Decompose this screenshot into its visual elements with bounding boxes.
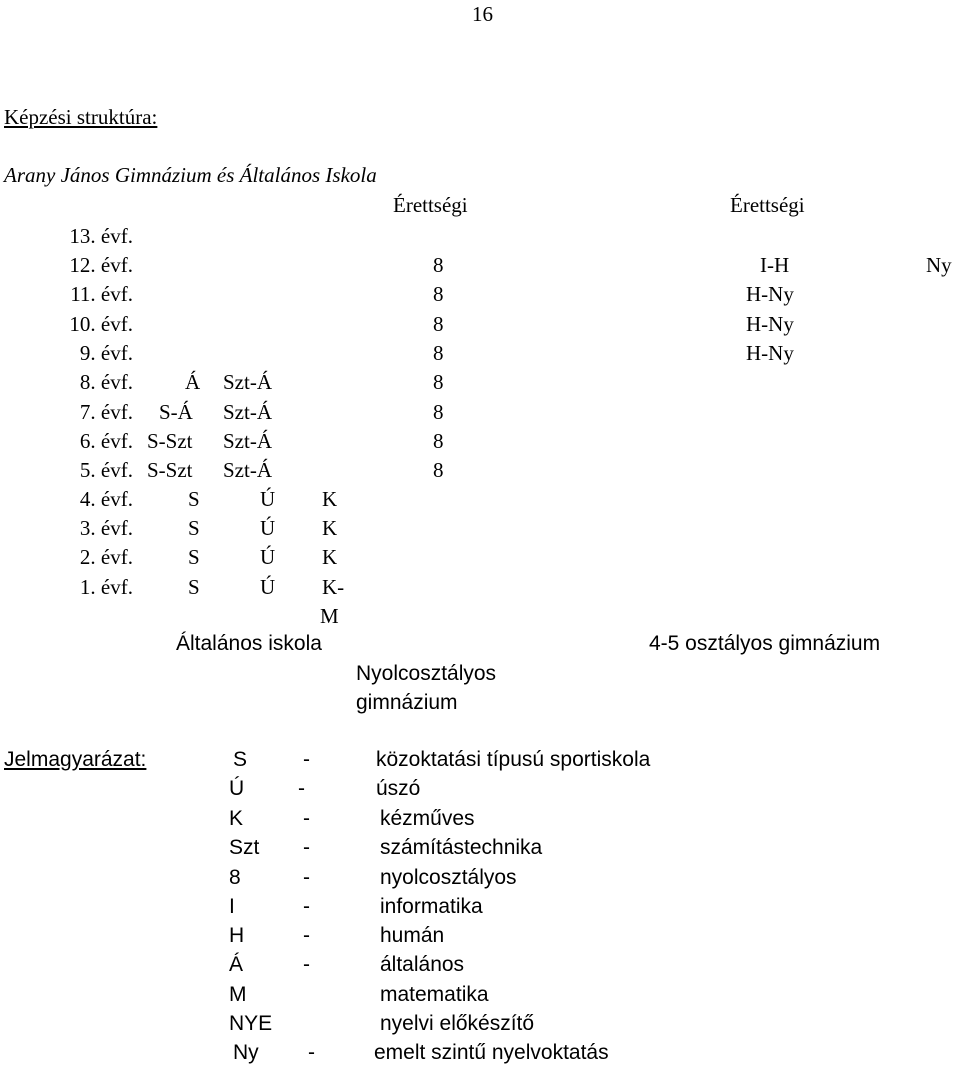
cell-altalanos: Á [185,370,201,394]
cell-nyolcosztalyos: 8 [433,370,444,394]
cell-sport-szamitastechnika: S-Szt [147,429,193,453]
legend-title: Jelmagyarázat: [4,748,147,771]
cell-sport: S [188,487,200,511]
cell-nyelv: Ny [926,253,952,277]
cell-nyolcosztalyos: 8 [433,282,444,306]
legend-dash: - [303,748,310,771]
legend-key: H [229,924,245,947]
page-number: 16 [472,2,493,26]
legend-desc: informatika [380,895,483,918]
legend-dash: - [303,866,310,889]
legend-key: Szt [229,836,260,859]
grade-label: 10. évf. [69,312,133,336]
grade-label: 6. évf. [79,429,133,453]
legend-desc: nyolcosztályos [380,866,517,889]
cell-nyolcosztalyos: 8 [433,312,444,336]
cell-uszo: Ú [260,516,276,540]
label-4-5-osztalyos-gimnazium: 4-5 osztályos gimnázium [649,632,881,655]
legend-desc: általános [380,953,465,976]
legend-key: K [229,807,244,830]
cell-human-nyelv: H-Ny [746,312,794,336]
label-nyolcosztalyos: Nyolcosztályos [356,662,497,685]
legend-desc: közoktatási típusú sportiskola [376,748,651,771]
grade-label: 1. évf. [79,575,133,599]
cell-nyolcosztalyos: 8 [433,341,444,365]
legend-desc: matematika [380,983,489,1006]
grade-label: 7. évf. [79,400,133,424]
cell-uszo: Ú [260,545,276,569]
cell-szamitastechnika: Szt-Á [223,400,272,424]
legend-desc: humán [380,924,445,947]
legend-dash: - [298,777,305,800]
cell-sport-szamitastechnika: S-Szt [147,458,193,482]
cell-nyolcosztalyos: 8 [433,400,444,424]
cell-szamitastechnika: Szt-Á [223,429,272,453]
legend-desc: emelt szintű nyelvoktatás [374,1041,609,1064]
cell-uszo: Ú [260,575,276,599]
cell-sport: S [188,516,200,540]
legend-dash: - [303,924,310,947]
cell-nyolcosztalyos: 8 [433,458,444,482]
grade-label: 13. évf. [69,224,133,248]
grade-label: 2. évf. [79,545,133,569]
cell-kezmuves: K [322,487,338,511]
legend-key: S [233,748,248,771]
grade-label: 12. évf. [69,253,133,277]
cell-human-nyelv: H-Ny [746,282,794,306]
header-erettsegi-1: Érettségi [393,193,468,217]
cell-kezmuves-matek: K- [322,575,345,599]
legend-desc: úszó [376,777,421,800]
grade-label: 5. évf. [79,458,133,482]
legend-dash: - [303,895,310,918]
cell-nyolcosztalyos: 8 [433,253,444,277]
legend-key: 8 [229,866,241,889]
legend-desc: számítástechnika [380,836,543,859]
label-altalanos-iskola: Általános iskola [176,632,322,655]
legend-dash: - [308,1041,315,1064]
grade-label: 11. évf. [70,282,133,306]
cell-szamitastechnika: Szt-Á [223,370,272,394]
legend-dash: - [303,836,310,859]
cell-matematika: M [320,604,339,628]
legend-key: Ny [233,1041,259,1064]
section-title: Képzési struktúra: [4,105,158,129]
legend-key: NYE [229,1012,273,1035]
cell-nyolcosztalyos: 8 [433,429,444,453]
legend-dash: - [303,807,310,830]
legend-desc: nyelvi előkészítő [380,1012,535,1035]
legend-key: I [229,895,235,918]
legend-key: Ú [229,777,245,800]
school-name: Arany János Gimnázium és Általános Iskola [4,163,377,187]
header-erettsegi-2: Érettségi [730,193,805,217]
legend-dash: - [303,953,310,976]
legend-key: Á [229,953,244,976]
cell-kezmuves: K [322,516,338,540]
grade-label: 8. évf. [79,370,133,394]
cell-kezmuves: K [322,545,338,569]
cell-informatika-human: I-H [760,253,790,277]
legend-desc: kézműves [380,807,475,830]
cell-sport: S [188,575,200,599]
cell-human-nyelv: H-Ny [746,341,794,365]
cell-uszo: Ú [260,487,276,511]
grade-label: 9. évf. [79,341,133,365]
cell-szamitastechnika: Szt-Á [223,458,272,482]
cell-sport-altalanos: S-Á [159,400,193,424]
legend-key: M [229,983,247,1006]
grade-label: 4. évf. [79,487,133,511]
cell-sport: S [188,545,200,569]
grade-label: 3. évf. [79,516,133,540]
label-gimnazium: gimnázium [356,691,458,714]
